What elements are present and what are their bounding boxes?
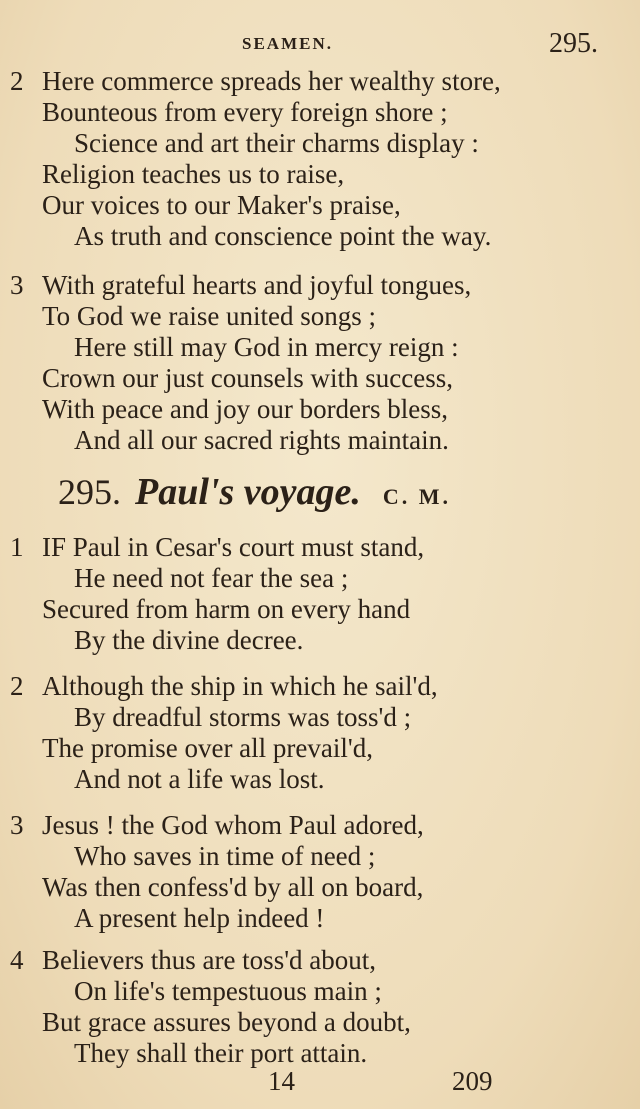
- verse-text: Crown our just counsels with success,: [42, 363, 453, 393]
- verse-text: Religion teaches us to raise,: [42, 159, 345, 189]
- hymn-title: [58, 470, 451, 514]
- verse-text: Here commerce spreads her wealthy store,: [42, 66, 501, 96]
- verse-number: 3: [10, 270, 24, 300]
- hymn-title-text: Paul's voyage.: [135, 471, 361, 513]
- verse-text: By dreadful storms was toss'd ;: [74, 702, 412, 732]
- verse-text: IF Paul in Cesar's court must stand,: [42, 532, 425, 562]
- verse-text: Who saves in time of need ;: [74, 841, 376, 871]
- verse-text: With grateful hearts and joyful tongues,: [42, 270, 472, 300]
- verse-text: They shall their port attain.: [74, 1038, 368, 1068]
- verse-text: To God we raise united songs ;: [42, 301, 377, 331]
- verse-number: 2: [10, 671, 24, 701]
- verse-text: A present help indeed !: [74, 903, 325, 933]
- verse-text: Although the ship in which he sail'd,: [42, 671, 438, 701]
- verse-text: The promise over all prevail'd,: [42, 733, 374, 763]
- verse-text: Believers thus are toss'd about,: [42, 945, 377, 975]
- verse-text: Here still may God in mercy reign :: [74, 332, 459, 362]
- page-header: [0, 28, 640, 68]
- verse-text: Was then confess'd by all on board,: [42, 872, 424, 902]
- verse-text: He need not fear the sea ;: [74, 563, 349, 593]
- running-head: SEAMEN.: [242, 34, 333, 53]
- verse-text: Our voices to our Maker's praise,: [42, 190, 401, 220]
- verse-text: As truth and conscience point the way.: [74, 221, 492, 251]
- signature-mark: 14: [268, 1066, 295, 1096]
- verse-text: Jesus ! the God whom Paul adored,: [42, 810, 424, 840]
- verse-number: 3: [10, 810, 24, 840]
- verse-number: 2: [10, 66, 24, 96]
- verse-text: And not a life was lost.: [74, 764, 325, 794]
- hymn-meter: C. M.: [382, 484, 452, 509]
- verse-text: On life's tempestuous main ;: [74, 976, 382, 1006]
- page-footer: [0, 1060, 640, 1100]
- verse-text: But grace assures beyond a doubt,: [42, 1007, 411, 1037]
- verse-number: 1: [10, 532, 24, 562]
- verse-number: 4: [10, 945, 24, 975]
- hymn-number: 295.: [58, 472, 121, 512]
- verse-text: By the divine decree.: [74, 625, 304, 655]
- verse-text: And all our sacred rights maintain.: [74, 425, 449, 455]
- page-number: 209: [452, 1066, 493, 1096]
- header-hymn-number: 295.: [549, 28, 598, 59]
- verse-text: Bounteous from every foreign shore ;: [42, 97, 448, 127]
- verse-text: Secured from harm on every hand: [42, 594, 411, 624]
- verse-text: With peace and joy our borders bless,: [42, 394, 449, 424]
- verse-text: Science and art their charms display :: [74, 128, 479, 158]
